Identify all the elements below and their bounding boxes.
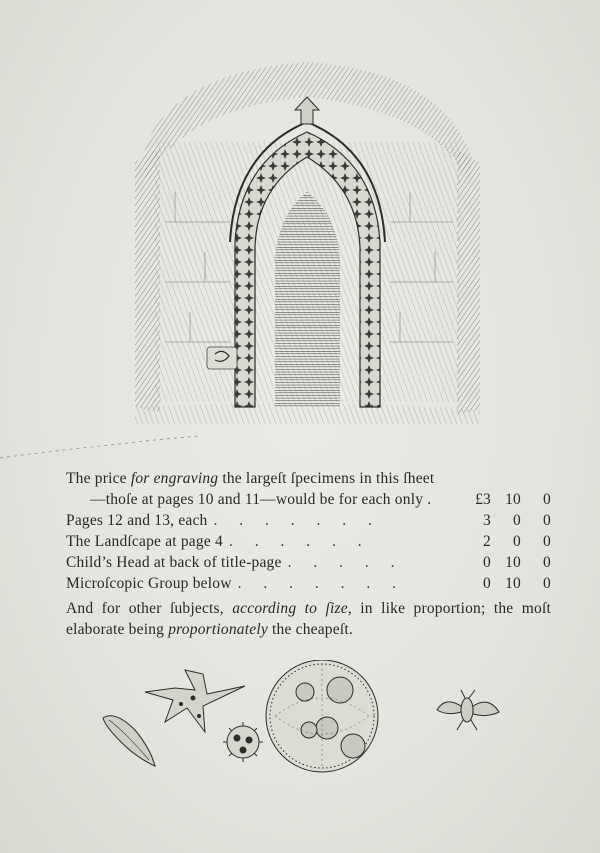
price-row-label: Pages 12 and 13, each — [66, 512, 208, 529]
paper-crease — [0, 430, 200, 460]
price-row-largest — [66, 489, 551, 510]
pounds: 2 — [483, 533, 491, 550]
leader-dots: . . . . . . . — [213, 512, 381, 529]
shillings: 10 — [505, 575, 521, 592]
price-amount — [457, 510, 551, 531]
closing-paragraph — [66, 598, 551, 640]
pounds: 0 — [483, 575, 491, 592]
price-row-microscopic-group — [66, 573, 551, 594]
price-row-label: —thoſe at pages 10 and 11—would be for each only . — [90, 491, 432, 508]
price-amount — [457, 573, 551, 594]
shillings: 10 — [505, 491, 521, 508]
pence: 0 — [543, 491, 551, 508]
closing-text: And for other ſubjects, — [66, 600, 233, 617]
price-row-landscape — [66, 531, 551, 552]
intro-text: The price — [66, 470, 131, 487]
price-row-label: Child’s Head at back of title-page — [66, 554, 282, 571]
microscopic-group-illustration — [95, 660, 515, 780]
spindle-specimen — [103, 716, 155, 766]
pence: 0 — [543, 575, 551, 592]
price-amount — [457, 531, 551, 552]
price-amount — [457, 489, 551, 510]
pounds: £3 — [475, 491, 491, 508]
closing-text: , in like proportion; the moſt elaborate being — [66, 600, 551, 638]
price-row-label: The Landſcape at page 4 — [66, 533, 223, 550]
leader-dots: . . . . . — [287, 554, 404, 571]
pence: 0 — [543, 512, 551, 529]
spiny-sphere-specimen — [223, 722, 263, 762]
pounds: 0 — [483, 554, 491, 571]
price-row-pages-12-13 — [66, 510, 551, 531]
pence: 0 — [543, 533, 551, 550]
closing-emphasis: proportionately — [168, 621, 268, 638]
pence: 0 — [543, 554, 551, 571]
leader-dots: . . . . . . — [228, 533, 371, 550]
shillings: 0 — [513, 512, 521, 529]
intro-emphasis: for engraving — [130, 470, 219, 487]
winged-insect-specimen — [437, 690, 499, 730]
shillings: 10 — [505, 554, 521, 571]
shillings: 0 — [513, 533, 521, 550]
price-amount — [457, 552, 551, 573]
pounds: 3 — [483, 512, 491, 529]
price-intro — [66, 468, 551, 489]
engraving-price-list — [66, 468, 551, 640]
volvox-colony-specimen — [266, 660, 378, 772]
price-row-childs-head — [66, 552, 551, 573]
branching-specimen — [145, 670, 245, 732]
closing-text-end: the cheapeſt. — [267, 621, 353, 638]
leader-dots: . . . . . . . — [237, 575, 405, 592]
gothic-doorway-engraving — [135, 52, 480, 424]
closing-emphasis: according to ſize — [232, 600, 348, 617]
intro-text-end: the largeſt ſpecimens in this ſheet — [218, 470, 435, 487]
price-row-label: Microſcopic Group below — [66, 575, 232, 592]
